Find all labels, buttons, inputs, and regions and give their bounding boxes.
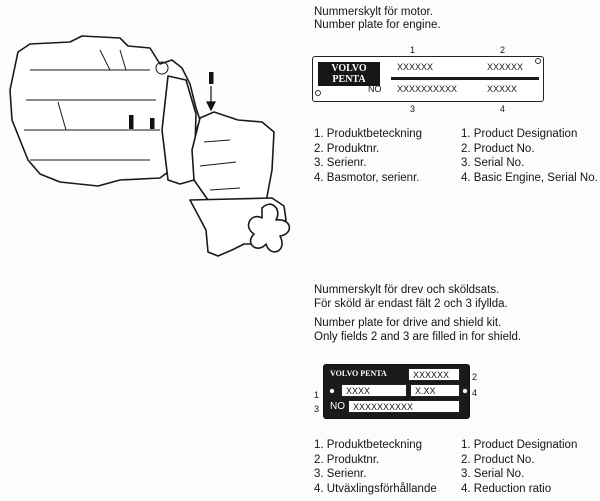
drive-volvo-penta-logo: VOLVO PENTA — [330, 369, 387, 378]
drive-plate-screw-right — [462, 388, 468, 394]
drive-field-2: XXXXXX — [408, 368, 460, 381]
engine-plate-screw-right — [535, 58, 541, 64]
drive-title-en-2: Only fields 2 and 3 are filled in for shield. — [314, 331, 522, 343]
engine-callout-1: 1 — [410, 45, 416, 55]
drive-plate-screw-left — [329, 388, 335, 394]
drive-callout-4: 4 — [472, 388, 478, 398]
engine-legend-sv-4: 4. Basmotor, serienr. — [314, 171, 420, 184]
drive-callout-3: 3 — [314, 404, 320, 414]
engine-logo-line-volvo: VOLVO — [331, 63, 367, 74]
engine-no-label: NO — [368, 84, 382, 94]
engine-field-1: XXXXXX — [393, 61, 481, 75]
engine-volvo-penta-logo — [318, 62, 380, 86]
plate-marker-left — [129, 115, 134, 129]
engine-field-3: XXXXXXXXXX — [393, 83, 481, 97]
drive-callout-2: 2 — [472, 372, 478, 382]
drive-field-4: X.XX — [410, 384, 460, 397]
drive-legend-en-4: 4. Reduction ratio — [461, 482, 552, 495]
engine-legend-sv-1: 1. Produktbeteckning — [314, 128, 423, 140]
engine-legend-sv — [314, 127, 422, 185]
drive-field-3: XXXXXXXXXX — [348, 400, 460, 413]
drive-legend-en-2: 2. Product No. — [461, 453, 535, 466]
drive-legend-sv-2: 2. Produktnr. — [314, 453, 380, 466]
engine-drive-illustration — [0, 30, 300, 280]
engine-logo-line-penta: PENTA — [332, 74, 366, 85]
engine-callout-2: 2 — [500, 45, 506, 55]
drive-legend-sv — [314, 438, 437, 496]
drive-legend-en — [461, 438, 577, 496]
engine-legend-en — [461, 127, 598, 185]
plate-marker-engine — [209, 72, 214, 84]
drive-legend-sv-4: 4. Utväxlingsförhållande — [314, 482, 437, 495]
drive-legend-sv-3: 3. Serienr. — [314, 468, 367, 480]
engine-callout-4: 4 — [500, 104, 506, 114]
engine-number-plate — [312, 56, 544, 102]
engine-title-sv: Nummerskylt för motor. — [314, 6, 433, 18]
drive-upper — [192, 112, 274, 206]
drive-title-sv-2: För sköld är endast fält 2 och 3 ifyllda. — [314, 298, 508, 310]
engine-legend-en-1: 1. Product Designation — [461, 128, 578, 140]
engine-legend-sv-2: 2. Produktnr. — [314, 142, 380, 155]
engine-legend-en-2: 2. Product No. — [461, 142, 535, 155]
engine-field-4: XXXXX — [483, 83, 539, 97]
engine-legend-en-3: 3. Serial No. — [461, 157, 525, 169]
drive-number-plate — [323, 364, 470, 419]
engine-field-2: XXXXXX — [483, 61, 539, 75]
drive-no-label: NO — [330, 401, 345, 412]
engine-callout-3: 3 — [410, 104, 416, 114]
engine-plate-screw-left — [315, 90, 321, 96]
drive-field-1: XXXX — [341, 384, 407, 397]
drive-callout-1: 1 — [314, 390, 320, 400]
drive-title-sv-1: Nummerskylt för drev och sköldsats. — [314, 284, 500, 296]
drive-title-en-1: Number plate for drive and shield kit. — [314, 317, 502, 329]
engine-title-en: Number plate for engine. — [314, 19, 441, 31]
engine-legend-en-4: 4. Basic Engine, Serial No. — [461, 171, 598, 184]
engine-plate-divider — [391, 77, 539, 80]
drive-legend-en-1: 1. Product Designation — [461, 439, 578, 451]
drive-legend-en-3: 3. Serial No. — [461, 468, 525, 480]
plate-marker-right — [150, 118, 155, 129]
drive-legend-sv-1: 1. Produktbeteckning — [314, 439, 423, 451]
engine-legend-sv-3: 3. Serienr. — [314, 157, 367, 169]
